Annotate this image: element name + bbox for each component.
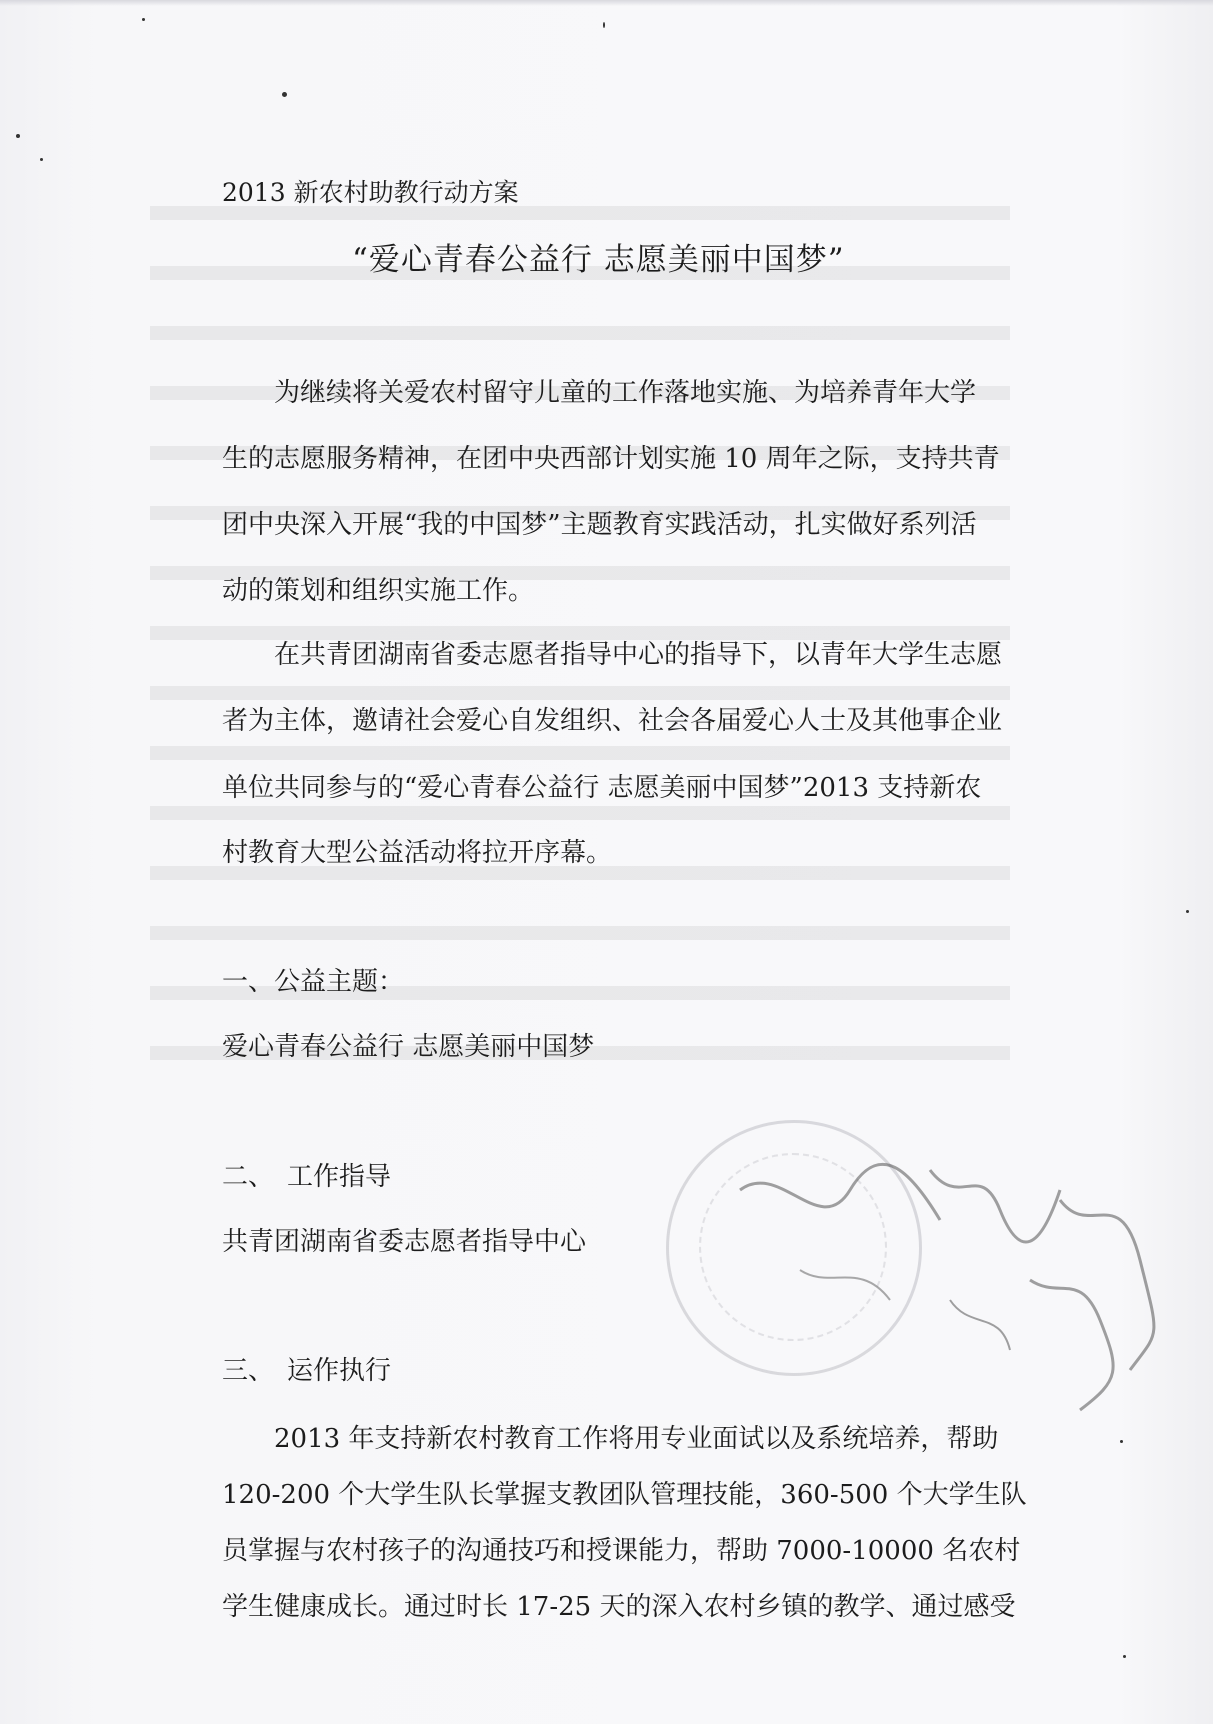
section-heading: 一、公益主题：: [222, 967, 405, 997]
scan-speck: [282, 92, 287, 97]
section-body-line: 120-200 个大学生队长掌握支教团队管理技能，360-500 个大学生队: [222, 1480, 1027, 1510]
intro-line: 团中央深入开展“我的中国梦”主题教育实践活动，扎实做好系列活: [222, 510, 977, 540]
page-top-edge: [0, 0, 1213, 6]
paragraph-line: 单位共同参与的“爱心青春公益行 志愿美丽中国梦”2013 支持新农: [222, 773, 982, 803]
paragraph-line: 村教育大型公益活动将拉开序幕。: [222, 838, 613, 868]
intro-line: 生的志愿服务精神，在团中央西部计划实施 10 周年之际，支持共青: [222, 444, 1000, 474]
section-body-line: 员掌握与农村孩子的沟通技巧和授课能力，帮助 7000-10000 名农村: [222, 1536, 1021, 1566]
document-title: “爱心青春公益行 志愿美丽中国梦”: [352, 242, 845, 278]
intro-line: 为继续将关爱农村留守儿童的工作落地实施、为培养青年大学: [222, 378, 977, 408]
scan-speck: [1123, 1655, 1126, 1658]
section-heading: 二、 工作指导: [222, 1162, 392, 1192]
section-body-line: 2013 年支持新农村教育工作将用专业面试以及系统培养，帮助: [222, 1424, 999, 1454]
scan-speck: [603, 22, 605, 28]
section-heading: 三、 运作执行: [222, 1356, 392, 1386]
paragraph-line: 在共青团湖南省委志愿者指导中心的指导下，以青年大学生志愿: [222, 640, 1003, 670]
scan-speck: [1120, 1440, 1123, 1443]
document-header: 2013 新农村助教行动方案: [222, 178, 519, 207]
scan-speck: [40, 158, 43, 161]
section-body-line: 学生健康成长。通过时长 17-25 天的深入农村乡镇的教学、通过感受: [222, 1592, 1016, 1622]
bleed-through-text: [150, 160, 1010, 1060]
scan-speck: [142, 18, 145, 21]
section-content: 爱心青春公益行 志愿美丽中国梦: [222, 1032, 595, 1062]
section-content: 共青团湖南省委志愿者指导中心: [222, 1227, 587, 1257]
scan-speck: [16, 134, 20, 138]
paragraph-line: 者为主体，邀请社会爱心自发组织、社会各届爱心人士及其他事企业: [222, 706, 1003, 736]
handwritten-signature: [700, 1150, 1180, 1430]
intro-line: 动的策划和组织实施工作。: [222, 576, 535, 606]
scan-speck: [1186, 910, 1189, 913]
